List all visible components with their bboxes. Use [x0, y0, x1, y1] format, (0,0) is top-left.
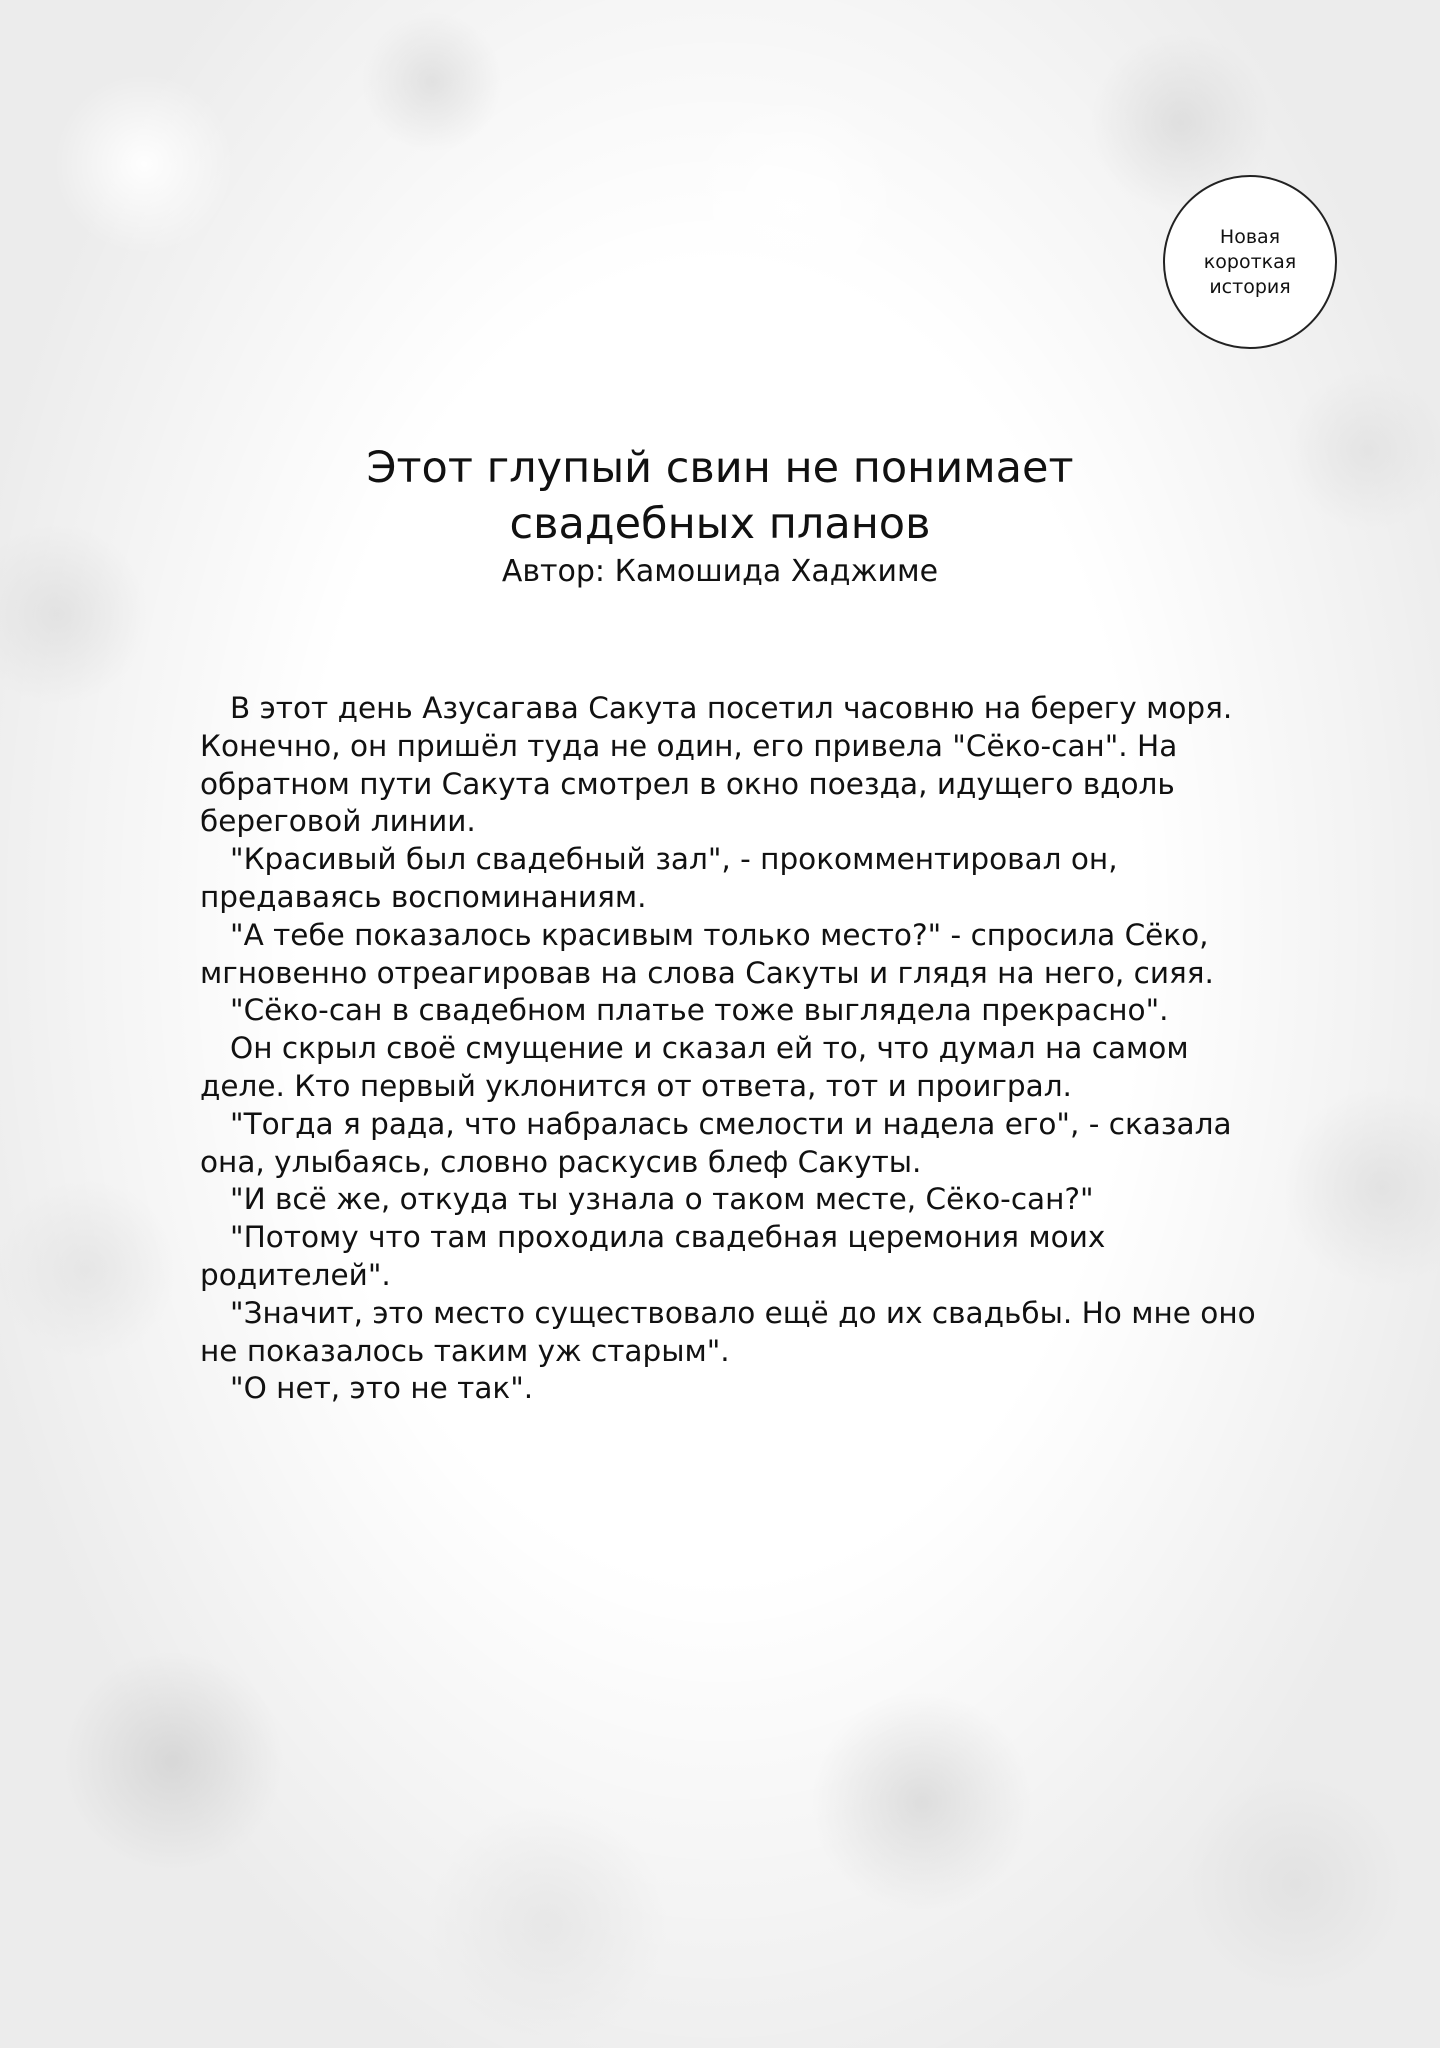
story-paragraph: "Тогда я рада, что набралась смелости и надела его", - сказала она, улыбаясь, словно раскусив блеф Сакуты.: [200, 1106, 1232, 1179]
badge-line: короткая: [1203, 250, 1297, 273]
story-paragraph: "Потому что там проходила свадебная церемония моих родителей".: [200, 1220, 1106, 1292]
story-paragraph: "А тебе показалось красивым только место?" - спросила Сёко, мгновенно отреагировав на слова Сакуты и глядя на него, сияя.: [200, 917, 1214, 990]
page-title-line-1: Этот глупый свин не понимает: [366, 443, 1074, 493]
badge-line: история: [1209, 275, 1291, 298]
story-paragraph: "Сёко-сан в свадебном платье тоже выглядела прекрасно".: [230, 993, 1169, 1028]
story-paragraph: "Значит, это место существовало ещё до их свадьбы. Но мне оно не показалось таким уж старым".: [200, 1295, 1256, 1368]
story-paragraph: Он скрыл своё смущение и сказал ей то, что думал на самом деле. Кто первый уклонится от ответа, тот и проиграл.: [200, 1031, 1189, 1103]
author-line: Автор: Камошида Хаджиме: [501, 554, 939, 589]
title-block: [240, 440, 1200, 592]
page-title-line-2: свадебных планов: [509, 499, 931, 549]
story-paragraph: "О нет, это не так".: [230, 1371, 534, 1406]
story-paragraph: "Красивый был свадебный зал", - прокомментировал он, предаваясь воспоминаниям.: [200, 842, 1118, 914]
story-text: [200, 690, 1280, 1408]
story-paragraph: "И всё же, откуда ты узнала о таком месте, Сёко-сан?": [230, 1182, 1094, 1217]
badge-line: Новая: [1219, 225, 1281, 248]
new-short-story-badge: [1163, 175, 1337, 349]
story-paragraph: В этот день Азусагава Сакута посетил часовню на берегу моря. Конечно, он пришёл туда не один, его привела "Сёко-сан". На обратном пути Сакута смотрел в окно поезда, идущего вдоль береговой линии.: [200, 691, 1233, 839]
